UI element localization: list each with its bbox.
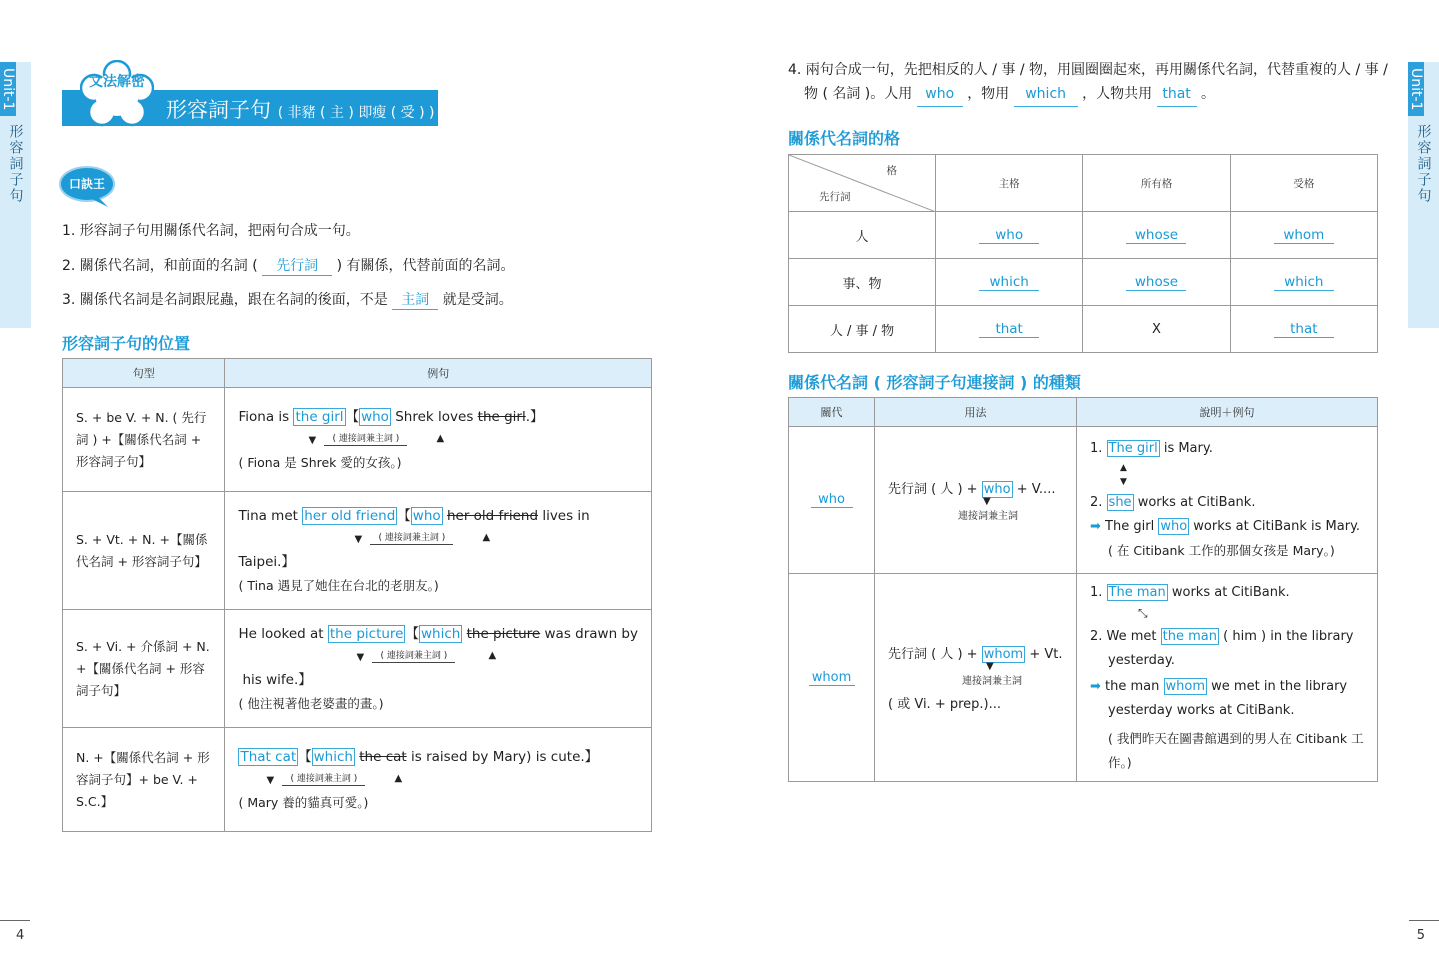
- example-translation: ( 我們昨天在圖書館遇到的男人在 Citibank 工作。): [1108, 730, 1364, 770]
- usage-cell: 先行詞 ( 人 ) + who + V.... ▼ 連接詞兼主詞: [875, 427, 1077, 574]
- example-cell: [225, 492, 652, 610]
- example-translation: ( 在 Citibank 工作的那個女孩是 Mary。): [1108, 543, 1335, 558]
- page-number-right: 5: [1416, 928, 1425, 943]
- answer-blank: that: [979, 321, 1039, 338]
- example-cell: [225, 728, 652, 832]
- relative-pronoun: whom: [983, 647, 1024, 662]
- sentence-pattern: N. +【關係代名詞 + 形容詞子句】+ be V. + S.C.】: [63, 728, 225, 832]
- arrow-right-icon: ➡: [1090, 519, 1101, 534]
- example-sentence: That cat 【 which the cat is raised by Mary) is cute.】: [240, 748, 599, 765]
- relative-pronoun: who: [1160, 519, 1188, 534]
- arrow-down-icon: ▼: [356, 651, 365, 663]
- example-translation: ( 他注視著他老婆畫的畫。): [238, 695, 384, 711]
- table-row: [789, 427, 1378, 574]
- none-mark: X: [1083, 306, 1230, 353]
- answer-blank: which: [979, 274, 1039, 291]
- relative-pronoun: who: [412, 507, 441, 524]
- mnemonic-badge: [58, 165, 116, 203]
- connector-label: ( 連接詞兼主詞 ): [370, 530, 453, 545]
- relative-pronoun: who: [361, 408, 389, 425]
- sentence-pattern: S. + Vi. + 介係詞 + N. +【關係代名詞 + 形容詞子句】: [63, 610, 225, 728]
- chapter-label: 形容詞子句: [1415, 124, 1432, 204]
- page-rule-right: [1409, 920, 1439, 921]
- side-tab-right: [1408, 62, 1439, 328]
- usage-cell: 先行詞 ( 人 ) + whom + Vt. ▼ 連接詞兼主詞 ( 或 Vi. + prep.)...: [875, 574, 1077, 782]
- relative-pronoun: who: [983, 482, 1011, 497]
- answer-blank: whose: [1126, 227, 1186, 244]
- answer-blank: whose: [1126, 274, 1186, 291]
- corner-cell: 格 先行詞: [789, 155, 936, 212]
- point-text: 就是受詞。: [442, 292, 513, 308]
- point-2: [62, 255, 515, 276]
- page-rule-left: [0, 920, 30, 921]
- mnemonic-label: 口訣王: [68, 177, 105, 191]
- table-row: [63, 610, 652, 728]
- flower-badge-icon: [80, 60, 154, 130]
- struck-noun: her old friend: [446, 507, 539, 524]
- antecedent: That cat: [240, 748, 297, 765]
- answer-blank: 主詞: [392, 289, 438, 310]
- section-header: [62, 74, 438, 126]
- arrow-down-icon: ▼: [308, 434, 317, 446]
- arrow-updown-icon: ▲ ▼: [1120, 463, 1127, 487]
- answer-blank: 先行詞: [262, 255, 332, 276]
- column-header: 主格: [936, 155, 1083, 212]
- page-title: [166, 94, 435, 124]
- arrow-up-icon: ▲: [482, 531, 491, 543]
- answer-blank: who: [979, 227, 1039, 244]
- arrow-right-icon: ➡: [1090, 678, 1101, 694]
- column-header: 受格: [1230, 155, 1377, 212]
- column-header: 關代: [789, 398, 875, 427]
- example-translation: ( Tina 遇見了她住在台北的老朋友。): [238, 577, 439, 593]
- pronoun: whom: [809, 670, 855, 686]
- table-row: [63, 492, 652, 610]
- title-main: 形容詞子句: [166, 98, 271, 122]
- point-text: 2. 關係代名詞，和前面的名詞 (: [62, 258, 258, 274]
- antecedent: the girl: [295, 408, 344, 425]
- row-label: 人: [789, 212, 936, 259]
- example-cell: [225, 388, 652, 492]
- relative-pronoun: which: [420, 625, 461, 642]
- answer-blank: that: [1157, 82, 1197, 107]
- example-sentence: Tina met her old friend 【 who her old friend lives in: [238, 507, 590, 524]
- antecedent: The girl: [1108, 441, 1158, 456]
- column-header: 例句: [225, 359, 652, 388]
- struck-noun: the cat: [359, 748, 407, 765]
- usage-note: 連接詞兼主詞: [962, 676, 1022, 687]
- relative-pronoun: whom: [1165, 678, 1206, 694]
- pronoun: who: [811, 492, 853, 508]
- connector-label: ( 連接詞兼主詞 ): [372, 648, 455, 663]
- table-row: [789, 212, 1378, 259]
- column-header: 所有格: [1083, 155, 1230, 212]
- point-3: [62, 289, 513, 310]
- table-row: [63, 388, 652, 492]
- explanation-cell: 1. The man works at CitiBank. ⤡ 2. We met the man ( him ) in the library yesterday. ➡ the man whom we met in the library yesterday works at CitiBank. ( 我們昨天在圖書館遇到的男人在 Citibank 工作。): [1077, 574, 1378, 782]
- sentence-pattern: S. + Vt. + N. +【關係代名詞 + 形容詞子句】: [63, 492, 225, 610]
- column-header: 句型: [63, 359, 225, 388]
- pronoun-box: she: [1108, 495, 1132, 510]
- answer-blank: that: [1274, 321, 1334, 338]
- antecedent: her old friend: [304, 507, 396, 524]
- explanation-cell: 1. The girl is Mary. ▲ ▼ 2. she works at CitiBank. ➡ The girl who works at CitiBank is Mary. ( 在 Citibank 工作的那個女孩是 Mary。): [1077, 427, 1378, 574]
- connector-label: ( 連接詞兼主詞 ): [324, 431, 407, 446]
- row-label: 事、物: [789, 259, 936, 306]
- unit-label: Unit-1: [0, 62, 16, 116]
- point-text: 3. 關係代名詞是名詞跟屁蟲，跟在名詞的後面，不是: [62, 292, 388, 308]
- antecedent: the picture: [329, 625, 404, 642]
- table-row: [789, 306, 1378, 353]
- case-section-title: 關係代名詞的格: [788, 129, 901, 148]
- sentence-pattern: S. + be V. + N. ( 先行詞 ) +【關係代名詞 + 形容詞子句】: [63, 388, 225, 492]
- case-table: [788, 154, 1378, 353]
- arrow-up-icon: ▲: [488, 649, 497, 661]
- chapter-label: 形容詞子句: [7, 124, 24, 204]
- position-table: [62, 358, 652, 832]
- column-header: 用法: [875, 398, 1077, 427]
- point-4-line2: 物 ( 名詞 )。人用 who ，物用 which ，人物共用 that 。: [788, 82, 1388, 107]
- column-header: 說明＋例句: [1077, 398, 1378, 427]
- answer-blank: who: [917, 82, 963, 107]
- answer-blank: which: [1274, 274, 1334, 291]
- struck-noun: the girl: [477, 408, 526, 425]
- arrow-up-icon: ▲: [394, 772, 403, 784]
- arrow-down-icon: ▼: [354, 533, 363, 545]
- types-table: [788, 397, 1378, 782]
- example-sentence: Fiona is the girl 【 who Shrek loves the girl.】: [238, 408, 544, 425]
- example-translation: ( Mary 養的貓真可愛。): [238, 794, 369, 810]
- side-tab-left: [0, 62, 31, 328]
- arrow-down-icon: ▼: [983, 496, 991, 507]
- answer-blank: whom: [1274, 227, 1334, 244]
- table-row: [63, 728, 652, 832]
- usage-extra: ( 或 Vi. + prep.)...: [888, 697, 1002, 712]
- point-1: 1. 形容詞子句用關係代名詞，把兩句合成一句。: [62, 223, 360, 239]
- antecedent: the man: [1162, 628, 1218, 644]
- table-header-row: [789, 155, 1378, 212]
- row-label: 人 / 事 / 物: [789, 306, 936, 353]
- table-row: [789, 259, 1378, 306]
- point-4: [788, 58, 1388, 107]
- example-cell: [225, 610, 652, 728]
- badge-label: 文法解密: [89, 74, 145, 90]
- arrow-diagonal-icon: ⤡: [1138, 605, 1148, 620]
- diagonal-line: [789, 155, 936, 212]
- position-section-title: 形容詞子句的位置: [62, 334, 191, 353]
- point-text: ) 有關係，代替前面的名詞。: [336, 258, 515, 274]
- struck-noun: the picture: [466, 625, 541, 642]
- types-section-title: 關係代名詞 ( 形容詞子句連接詞 ) 的種類: [788, 373, 1081, 392]
- unit-label: Unit-1: [1408, 62, 1424, 116]
- example-sentence-cont: Taipei.】: [238, 553, 295, 570]
- table-row: [789, 574, 1378, 782]
- answer-blank: which: [1014, 82, 1078, 107]
- arrow-down-icon: ▼: [986, 661, 994, 672]
- connector-label: ( 連接詞兼主詞 ): [282, 771, 365, 786]
- relative-pronoun: which: [313, 748, 353, 765]
- page-number-left: 4: [16, 928, 25, 943]
- example-sentence-cont: his wife.】: [242, 671, 312, 688]
- example-sentence: He looked at the picture 【 which the picture was drawn by: [238, 625, 638, 642]
- point-4-line1: 4. 兩句合成一句，先把相反的人 / 事 / 物，用圓圈圈起來，再用關係代名詞，代替重複的人 / 事 /: [788, 62, 1388, 78]
- arrow-up-icon: ▲: [436, 432, 445, 444]
- arrow-down-icon: ▼: [266, 774, 275, 786]
- usage-note: 連接詞兼主詞: [958, 511, 1018, 522]
- antecedent: The man: [1108, 584, 1166, 600]
- title-sub: ( 非豬 ( 主 ) 即瘦 ( 受 ) ): [277, 105, 435, 121]
- example-translation: ( Fiona 是 Shrek 愛的女孩。): [238, 454, 402, 470]
